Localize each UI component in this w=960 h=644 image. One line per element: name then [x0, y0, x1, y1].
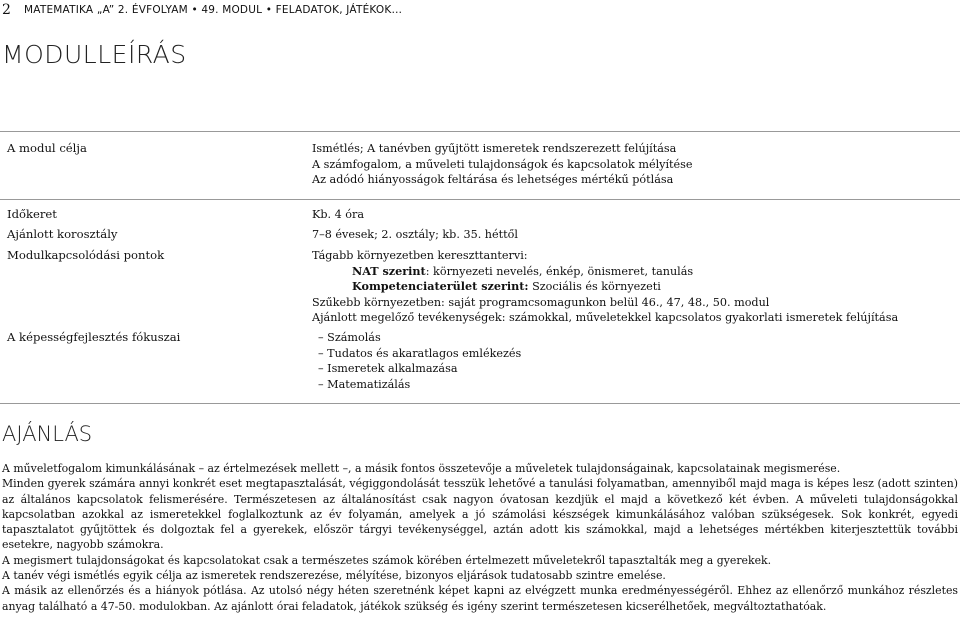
- section-heading: AJÁNLÁS: [2, 422, 93, 446]
- skill-item: – Matematizálás: [318, 377, 411, 391]
- paragraph: A másik az ellenőrzés és a hiányok pótlása. Az utolsó négy héten szeretnénk képet kapni az elvégzett munka eredményességéről. Ehhez az ellenőrző munkához részletes anyag található a 47-50. modulokban. Az ajánlott órai feladatok, játékok szükség és igény szerint természetesen kicserélhetőek, megváltoztathatóak.: [2, 584, 958, 613]
- table-rule-bottom: [0, 403, 960, 404]
- running-title: MATEMATIKA „A” 2. ÉVFOLYAM • 49. MODUL • FELADATOK, JÁTÉKOK…: [24, 4, 403, 16]
- skills-list: [318, 330, 958, 392]
- links-nat-bold: NAT szerint: [352, 263, 426, 278]
- goal-line: A számfogalom, a műveleti tulajdonságok és kapcsolatok mélyítése: [312, 157, 693, 171]
- time-value: Kb. 4 óra: [312, 208, 365, 221]
- skill-item: – Ismeretek alkalmazása: [318, 362, 458, 375]
- goal-line: Ismétlés; A tanévben gyűjtött ismeretek rendszerezett felújítása: [312, 142, 677, 155]
- table-rule: [0, 199, 960, 200]
- skill-item: – Tudatos és akaratlagos emlékezés: [318, 346, 522, 360]
- goal-label: A modul célja: [7, 141, 87, 155]
- paragraph: A tanév végi ismétlés egyik célja az ismeretek rendszerezése, mélyítése, bizonyos eljárások tudatosabb szintre emelése.: [2, 569, 666, 583]
- age-label: Ajánlott korosztály: [7, 227, 118, 241]
- links-komp-bold: Kompetenciaterület szerint:: [352, 279, 529, 293]
- skill-item: – Számolás: [318, 331, 381, 344]
- running-header: [0, 0, 960, 20]
- skills-label: A képességfejlesztés fókuszai: [7, 330, 181, 344]
- links-nat: [312, 264, 952, 280]
- age-value: 7–8 évesek; 2. osztály; kb. 35. héttől: [312, 228, 518, 241]
- links-prior: Ajánlott megelőző tevékenységek: számokkal, műveletekkel kapcsolatos gyakorlati ismeretek felújítása: [312, 311, 899, 324]
- links-komp: [312, 279, 952, 295]
- table-rule-top: [0, 131, 960, 132]
- links-label: Modulkapcsolódási pontok: [7, 248, 165, 262]
- paragraph: A megismert tulajdonságokat és kapcsolatokat csak a természetes számok körében értelmezett műveletekről tapasztalták meg a gyerekek.: [2, 553, 772, 567]
- time-label: Időkeret: [7, 207, 57, 221]
- links-intro: Tágabb környezetben kereszttantervi:: [312, 249, 528, 262]
- goal-value: [312, 141, 952, 188]
- goal-line: Az adódó hiányosságok feltárása és lehetséges mértékű pótlása: [312, 173, 674, 186]
- page-number: 2: [2, 2, 12, 18]
- links-komp-rest: Szociális és környezeti: [528, 280, 661, 293]
- paragraph: A műveletfogalom kimunkálásának – az értelmezések mellett –, a másik fontos összetevője a műveletek tulajdonságainak, kapcsolatainak megismerése.: [2, 462, 841, 475]
- page-title: MODULLEÍRÁS: [2, 40, 187, 69]
- links-value: [312, 248, 952, 326]
- links-narrow: Szűkebb környezetben: saját programcsomagunkon belül 46., 47, 48., 50. modul: [312, 295, 770, 309]
- recommendation-body: [2, 461, 958, 614]
- paragraph: Minden gyerek számára annyi konkrét eset megtapasztalását, végiggondolását tesszük lehetővé a tanulási folyamatban, amennyiből majd maga is képes lesz (adott szinten) az általános kapcsolatok felismerésére. Természetesen az általánosítást csak nagyon óvatosan kezdjük el majd a következő két évben. A műveleti tulajdonságokkal kapcsolatban azokkal az ismeretekkel foglalkoztunk az év folyamán, amelyek a jó számolási készségek kimunkálásához valóban szükségesek. Sok konkrét, egyedi tapasztalatot gyűjtöttek és dolgoztak fel a gyerekek, először tárgyi tevékenységgel, aztán adott kis számokkal, majd a lehetséges mértékben kiterjesztettük további esetekre, nagyobb számokra.: [2, 477, 958, 552]
- links-nat-rest: : környezeti nevelés, énkép, önismeret, tanulás: [425, 264, 694, 278]
